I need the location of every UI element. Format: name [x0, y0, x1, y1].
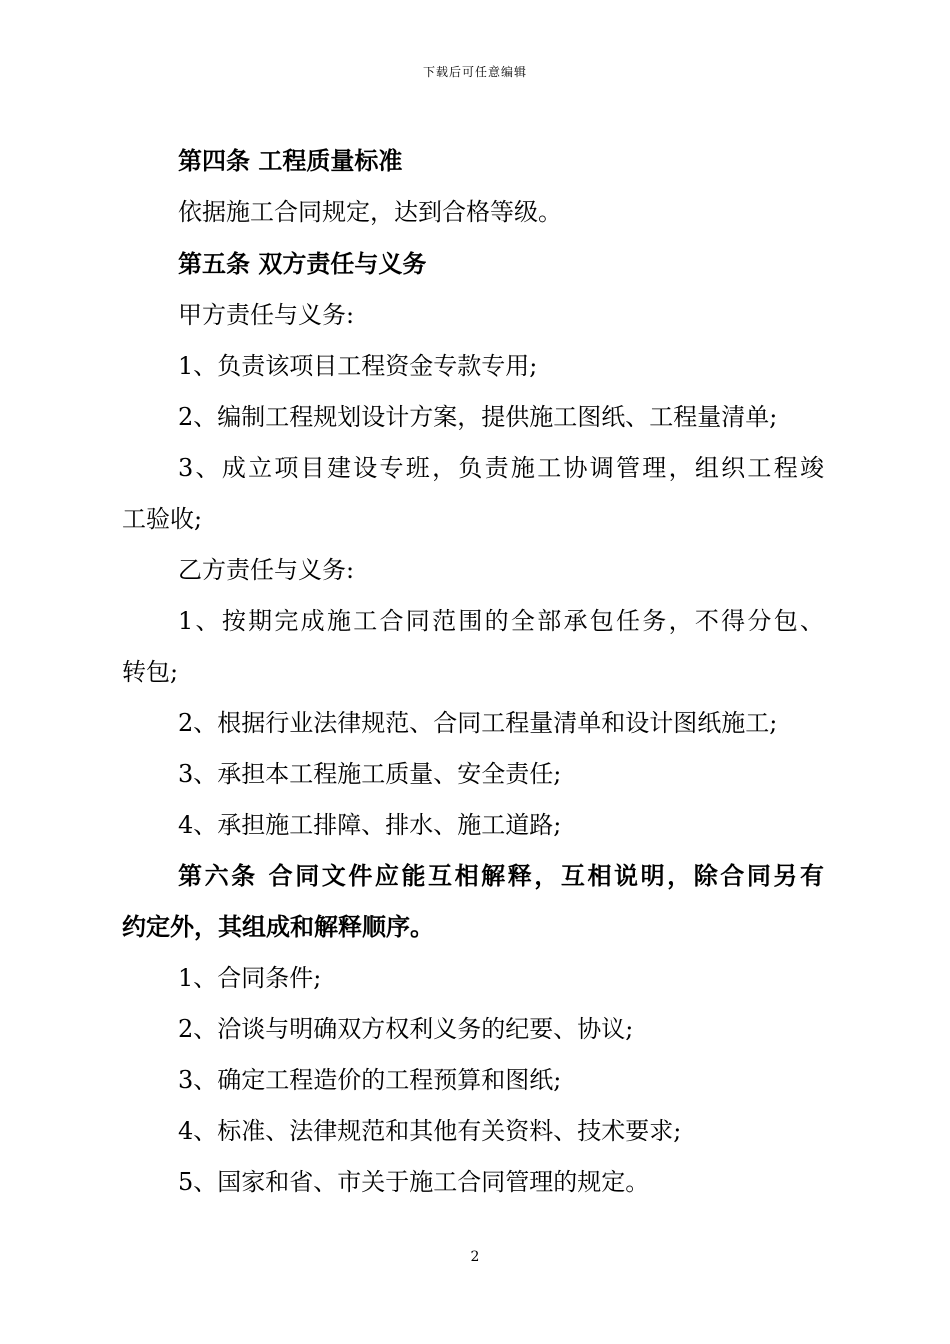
list-item: 2、根据行业法律规范、合同工程量清单和设计图纸施工; — [178, 709, 778, 737]
party-b-heading: 乙方责任与义务: — [178, 556, 355, 584]
list-item: 2、编制工程规划设计方案，提供施工图纸、工程量清单; — [178, 403, 778, 431]
article-6-heading-continued: 约定外，其组成和解释顺序。 — [122, 913, 434, 941]
party-a-heading: 甲方责任与义务: — [178, 301, 355, 329]
list-item: 1、负责该项目工程资金专款专用; — [178, 352, 538, 380]
list-item: 3、确定工程造价的工程预算和图纸; — [178, 1066, 562, 1094]
article-5-heading: 第五条 双方责任与义务 — [178, 250, 427, 278]
list-item: 1、按期完成施工合同范围的全部承包任务，不得分包、 — [178, 607, 824, 635]
list-item: 3、承担本工程施工质量、安全责任; — [178, 760, 562, 788]
article-4-heading: 第四条 工程质量标准 — [178, 147, 403, 175]
page-number: 2 — [470, 1249, 480, 1265]
list-item: 3、成立项目建设专班，负责施工协调管理，组织工程竣 — [178, 454, 824, 482]
list-item: 2、洽谈与明确双方权利义务的纪要、协议; — [178, 1015, 634, 1043]
paragraph-line: 依据施工合同规定，达到合格等级。 — [178, 198, 562, 226]
list-item-continued: 工验收; — [122, 505, 203, 533]
list-item-continued: 转包; — [122, 658, 179, 686]
list-item: 5、国家和省、市关于施工合同管理的规定。 — [178, 1168, 650, 1196]
list-item: 1、合同条件; — [178, 964, 322, 992]
list-item: 4、标准、法律规范和其他有关资料、技术要求; — [178, 1117, 682, 1145]
article-6-heading: 第六条 合同文件应能互相解释，互相说明，除合同另有 — [178, 862, 824, 890]
list-item: 4、承担施工排障、排水、施工道路; — [178, 811, 562, 839]
page-header-note: 下载后可任意编辑 — [422, 65, 527, 79]
